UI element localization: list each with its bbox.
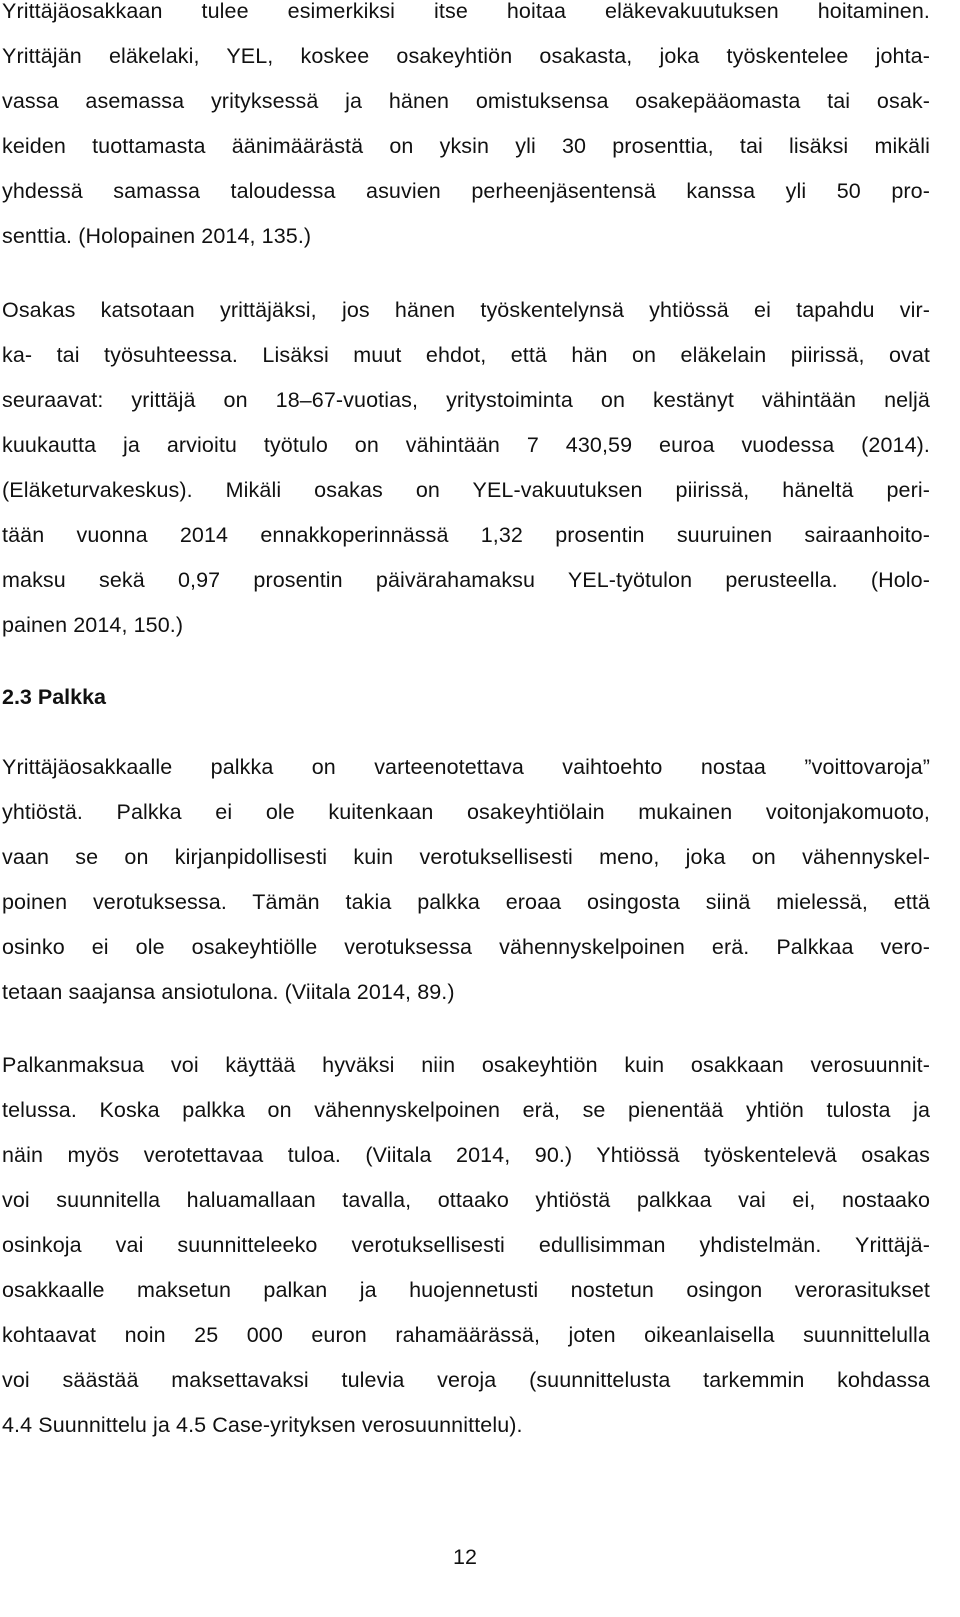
text-line: yhtiöstä. Palkka ei ole kuitenkaan osakeyhtiölain mukainen voitonjakomuoto,	[2, 800, 930, 824]
paragraph-2	[2, 288, 930, 648]
text-line: poinen verotuksessa. Tämän takia palkka eroaa osingosta siinä mielessä, että	[2, 890, 930, 914]
text-line: senttia. (Holopainen 2014, 135.)	[2, 224, 312, 248]
text-line: kohtaavat noin 25 000 euron rahamäärässä, joten oikeanlaisella suunnittelulla	[2, 1323, 930, 1347]
text-line: Yrittäjäosakkaan tulee esimerkiksi itse hoitaa eläkevakuutuksen hoitaminen.	[2, 0, 930, 23]
text-line: Palkanmaksua voi käyttää hyväksi niin osakeyhtiön kuin osakkaan verosuunnit-	[2, 1053, 930, 1077]
text-line: vaan se on kirjanpidollisesti kuin verotuksellisesti meno, joka on vähennyskel-	[2, 845, 930, 869]
text-line: osinkoja vai suunnitteleeko verotuksellisesti edullisimman yhdistelmän. Yrittäjä-	[2, 1233, 930, 1257]
text-line: kuukautta ja arvioitu työtulo on vähintään 7 430,59 euroa vuodessa (2014).	[2, 433, 930, 457]
paragraph-1	[2, 0, 930, 259]
text-line: vassa asemassa yrityksessä ja hänen omistuksensa osakepääomasta tai osak-	[2, 89, 930, 113]
text-line: Yrittäjän eläkelaki, YEL, koskee osakeyhtiön osakasta, joka työskentelee johta-	[2, 44, 930, 68]
text-line: keiden tuottamasta äänimäärästä on yksin yli 30 prosenttia, tai lisäksi mikäli	[2, 134, 930, 158]
text-line: voi suunnitella haluamallaan tavalla, ottaako yhtiöstä palkkaa vai ei, nostaako	[2, 1188, 930, 1212]
text-line: seuraavat: yrittäjä on 18–67-vuotias, yritystoiminta on kestänyt vähintään neljä	[2, 388, 930, 412]
text-line: osinko ei ole osakeyhtiölle verotuksessa vähennyskelpoinen erä. Palkkaa vero-	[2, 935, 930, 959]
text-line: telussa. Koska palkka on vähennyskelpoinen erä, se pienentää yhtiön tulosta ja	[2, 1098, 930, 1122]
text-line: yhdessä samassa taloudessa asuvien perheenjäsentensä kanssa yli 50 pro-	[2, 179, 930, 203]
text-line: näin myös verotettavaa tuloa. (Viitala 2014, 90.) Yhtiössä työskentelevä osakas	[2, 1143, 930, 1167]
text-line: Yrittäjäosakkaalle palkka on varteenotettava vaihtoehto nostaa ”voittovaroja”	[2, 755, 930, 779]
page-number: 12	[453, 1545, 477, 1569]
text-line: 4.4 Suunnittelu ja 4.5 Case-yrityksen verosuunnittelu).	[2, 1413, 523, 1437]
text-line: osakkaalle maksetun palkan ja huojennetusti nostetun osingon verorasitukset	[2, 1278, 930, 1302]
section-heading: 2.3 Palkka	[2, 685, 107, 709]
paragraph-4	[2, 1043, 930, 1448]
text-line: (Eläketurvakeskus). Mikäli osakas on YEL-vakuutuksen piirissä, häneltä peri-	[2, 478, 930, 502]
text-line: ka- tai työsuhteessa. Lisäksi muut ehdot, että hän on eläkelain piirissä, ovat	[2, 343, 930, 367]
paragraph-3	[2, 745, 930, 1015]
text-line: tään vuonna 2014 ennakkoperinnässä 1,32 prosentin suuruinen sairaanhoito-	[2, 523, 930, 547]
text-line: maksu sekä 0,97 prosentin päivärahamaksu YEL-työtulon perusteella. (Holo-	[2, 568, 930, 592]
text-line: tetaan saajansa ansiotulona. (Viitala 2014, 89.)	[2, 980, 455, 1004]
text-line: painen 2014, 150.)	[2, 613, 184, 637]
text-line: Osakas katsotaan yrittäjäksi, jos hänen työskentelynsä yhtiössä ei tapahdu vir-	[2, 298, 930, 322]
text-line: voi säästää maksettavaksi tulevia veroja (suunnittelusta tarkemmin kohdassa	[2, 1368, 930, 1392]
